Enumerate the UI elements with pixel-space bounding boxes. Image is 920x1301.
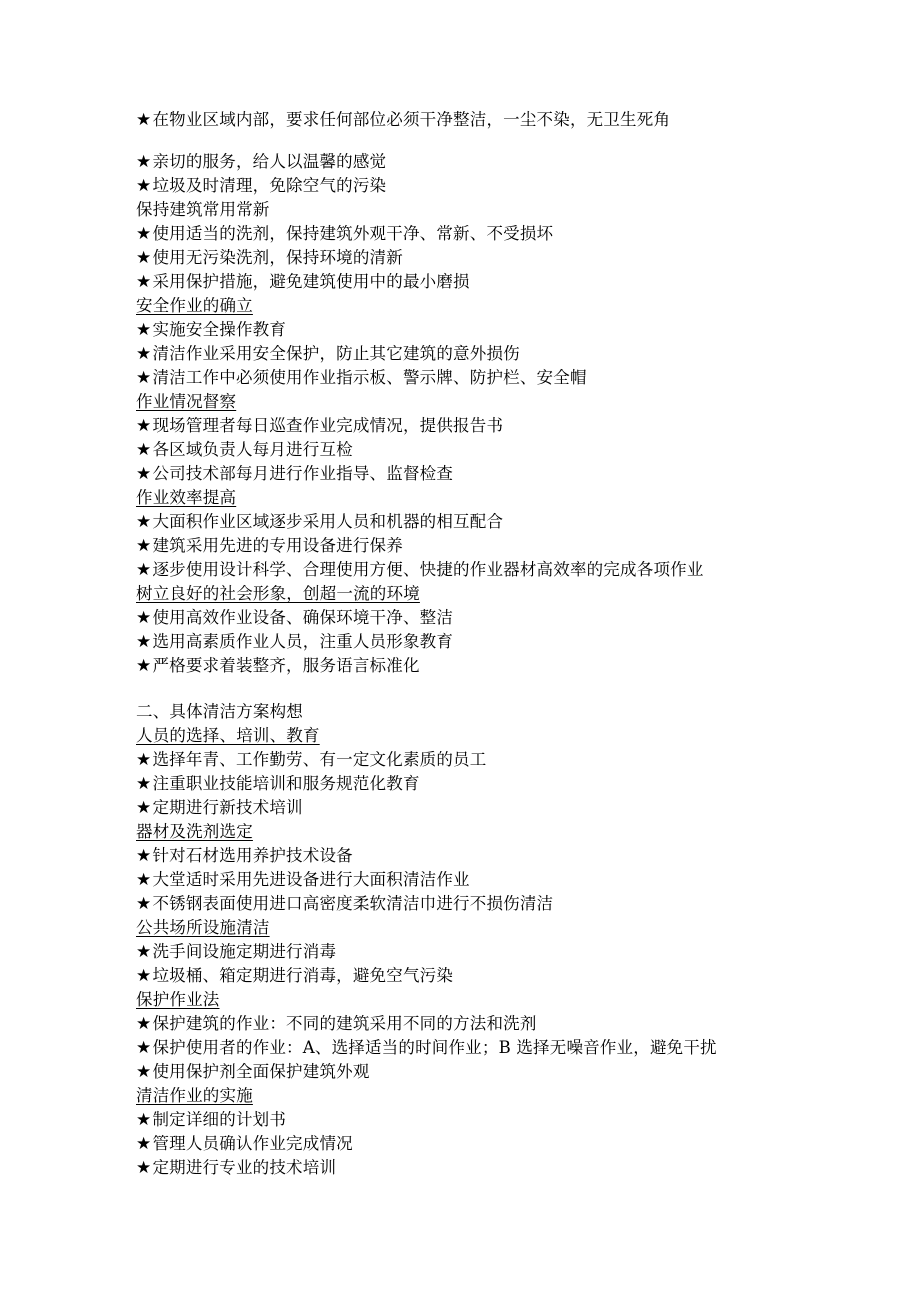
star-bullet-icon: ★ xyxy=(136,512,152,532)
line-text: 公共场所设施清洁 xyxy=(136,918,270,937)
bullet-line xyxy=(136,150,896,174)
line-text: 二、具体清洁方案构想 xyxy=(136,702,303,721)
bullet-line xyxy=(136,414,896,438)
line-text: 人员的选择、培训、教育 xyxy=(136,726,320,745)
star-bullet-icon: ★ xyxy=(136,1158,152,1178)
section-heading xyxy=(136,724,896,748)
section-heading xyxy=(136,1084,896,1108)
bullet-line xyxy=(136,270,896,294)
bullet-line xyxy=(136,1060,896,1084)
section-heading xyxy=(136,820,896,844)
bullet-line xyxy=(136,844,896,868)
bullet-line xyxy=(136,438,896,462)
line-text: 实施安全操作教育 xyxy=(152,320,287,339)
star-bullet-icon: ★ xyxy=(136,608,152,628)
bullet-line xyxy=(136,606,896,630)
line-text: 在物业区域内部，要求任何部位必须干净整洁，一尘不染，无卫生死角 xyxy=(152,110,671,129)
star-bullet-icon: ★ xyxy=(136,1014,152,1034)
star-bullet-icon: ★ xyxy=(136,416,152,436)
line-text: 垃圾桶、箱定期进行消毒，避免空气污染 xyxy=(152,966,454,985)
star-bullet-icon: ★ xyxy=(136,1110,152,1130)
star-bullet-icon: ★ xyxy=(136,152,152,172)
star-bullet-icon: ★ xyxy=(136,894,152,914)
line-text: 定期进行专业的技术培训 xyxy=(152,1158,337,1177)
bullet-line xyxy=(136,366,896,390)
star-bullet-icon: ★ xyxy=(136,110,152,130)
star-bullet-icon: ★ xyxy=(136,224,152,244)
line-text: 保护使用者的作业：A、选择适当的时间作业；B 选择无噪音作业，避免干扰 xyxy=(152,1038,717,1057)
line-text: 保护建筑的作业：不同的建筑采用不同的方法和洗剂 xyxy=(152,1014,537,1033)
bullet-line xyxy=(136,1012,896,1036)
line-text: 逐步使用设计科学、合理使用方便、快捷的作业器材高效率的完成各项作业 xyxy=(152,560,704,579)
bullet-line xyxy=(136,772,896,796)
bullet-line xyxy=(136,222,896,246)
star-bullet-icon: ★ xyxy=(136,272,152,292)
line-text: 使用高效作业设备、确保环境干净、整洁 xyxy=(152,608,454,627)
line-text: 公司技术部每月进行作业指导、监督检查 xyxy=(152,464,454,483)
star-bullet-icon: ★ xyxy=(136,320,152,340)
star-bullet-icon: ★ xyxy=(136,368,152,388)
section-heading xyxy=(136,390,896,414)
line-text: 作业情况督察 xyxy=(136,392,237,411)
line-text: 安全作业的确立 xyxy=(136,296,253,315)
bullet-line xyxy=(136,318,896,342)
bullet-line xyxy=(136,868,896,892)
star-bullet-icon: ★ xyxy=(136,464,152,484)
section-heading xyxy=(136,198,896,222)
star-bullet-icon: ★ xyxy=(136,750,152,770)
line-text: 建筑采用先进的专用设备进行保养 xyxy=(152,536,403,555)
line-text: 使用保护剂全面保护建筑外观 xyxy=(152,1062,370,1081)
star-bullet-icon: ★ xyxy=(136,846,152,866)
bullet-line xyxy=(136,940,896,964)
line-text: 亲切的服务，给人以温馨的感觉 xyxy=(152,152,387,171)
bullet-line xyxy=(136,108,896,132)
line-text: 清洁作业的实施 xyxy=(136,1086,253,1105)
bullet-line xyxy=(136,1036,896,1060)
star-bullet-icon: ★ xyxy=(136,1062,152,1082)
bullet-line xyxy=(136,558,896,582)
line-text: 使用无污染洗剂，保持环境的清新 xyxy=(152,248,403,267)
bullet-line xyxy=(136,1108,896,1132)
document-page xyxy=(136,108,896,1180)
bullet-line xyxy=(136,1156,896,1180)
bullet-line xyxy=(136,510,896,534)
line-text: 垃圾及时清理，免除空气的污染 xyxy=(152,176,387,195)
line-text: 选择年青、工作勤劳、有一定文化素质的员工 xyxy=(152,750,487,769)
line-text: 使用适当的洗剂，保持建筑外观干净、常新、不受损坏 xyxy=(152,224,554,243)
bullet-line xyxy=(136,462,896,486)
line-text: 管理人员确认作业完成情况 xyxy=(152,1134,353,1153)
bullet-line xyxy=(136,1132,896,1156)
line-text: 制定详细的计划书 xyxy=(152,1110,287,1129)
line-text: 采用保护措施，避免建筑使用中的最小磨损 xyxy=(152,272,470,291)
star-bullet-icon: ★ xyxy=(136,798,152,818)
bullet-line xyxy=(136,964,896,988)
star-bullet-icon: ★ xyxy=(136,344,152,364)
bullet-line xyxy=(136,246,896,270)
line-text: 现场管理者每日巡查作业完成情况，提供报告书 xyxy=(152,416,504,435)
line-text: 各区域负责人每月进行互检 xyxy=(152,440,353,459)
section-heading xyxy=(136,486,896,510)
bullet-line xyxy=(136,796,896,820)
line-text: 保持建筑常用常新 xyxy=(136,200,270,219)
star-bullet-icon: ★ xyxy=(136,942,152,962)
bullet-line xyxy=(136,892,896,916)
bullet-line xyxy=(136,630,896,654)
line-text: 针对石材选用养护技术设备 xyxy=(152,846,353,865)
line-text: 保护作业法 xyxy=(136,990,220,1009)
line-text: 洗手间设施定期进行消毒 xyxy=(152,942,337,961)
bullet-line xyxy=(136,534,896,558)
star-bullet-icon: ★ xyxy=(136,656,152,676)
line-text: 清洁工作中必须使用作业指示板、警示牌、防护栏、安全帽 xyxy=(152,368,587,387)
line-text: 器材及洗剂选定 xyxy=(136,822,253,841)
star-bullet-icon: ★ xyxy=(136,1134,152,1154)
section-heading xyxy=(136,988,896,1012)
star-bullet-icon: ★ xyxy=(136,774,152,794)
line-text: 大堂适时采用先进设备进行大面积清洁作业 xyxy=(152,870,470,889)
section-heading xyxy=(136,294,896,318)
star-bullet-icon: ★ xyxy=(136,870,152,890)
bullet-line xyxy=(136,654,896,678)
star-bullet-icon: ★ xyxy=(136,560,152,580)
section-heading xyxy=(136,916,896,940)
star-bullet-icon: ★ xyxy=(136,966,152,986)
line-text: 定期进行新技术培训 xyxy=(152,798,303,817)
line-text: 大面积作业区域逐步采用人员和机器的相互配合 xyxy=(152,512,504,531)
line-text: 注重职业技能培训和服务规范化教育 xyxy=(152,774,420,793)
star-bullet-icon: ★ xyxy=(136,536,152,556)
section-heading xyxy=(136,582,896,606)
chapter-heading xyxy=(136,700,896,724)
star-bullet-icon: ★ xyxy=(136,248,152,268)
bullet-line xyxy=(136,748,896,772)
line-text: 不锈钢表面使用进口高密度柔软清洁巾进行不损伤清洁 xyxy=(152,894,554,913)
line-text: 清洁作业采用安全保护，防止其它建筑的意外损伤 xyxy=(152,344,520,363)
bullet-line xyxy=(136,174,896,198)
line-text: 选用高素质作业人员，注重人员形象教育 xyxy=(152,632,454,651)
star-bullet-icon: ★ xyxy=(136,632,152,652)
line-text: 树立良好的社会形象，创超一流的环境 xyxy=(136,584,420,603)
line-text: 作业效率提高 xyxy=(136,488,237,507)
star-bullet-icon: ★ xyxy=(136,440,152,460)
bullet-line xyxy=(136,342,896,366)
star-bullet-icon: ★ xyxy=(136,1038,152,1058)
line-text: 严格要求着装整齐，服务语言标准化 xyxy=(152,656,420,675)
star-bullet-icon: ★ xyxy=(136,176,152,196)
